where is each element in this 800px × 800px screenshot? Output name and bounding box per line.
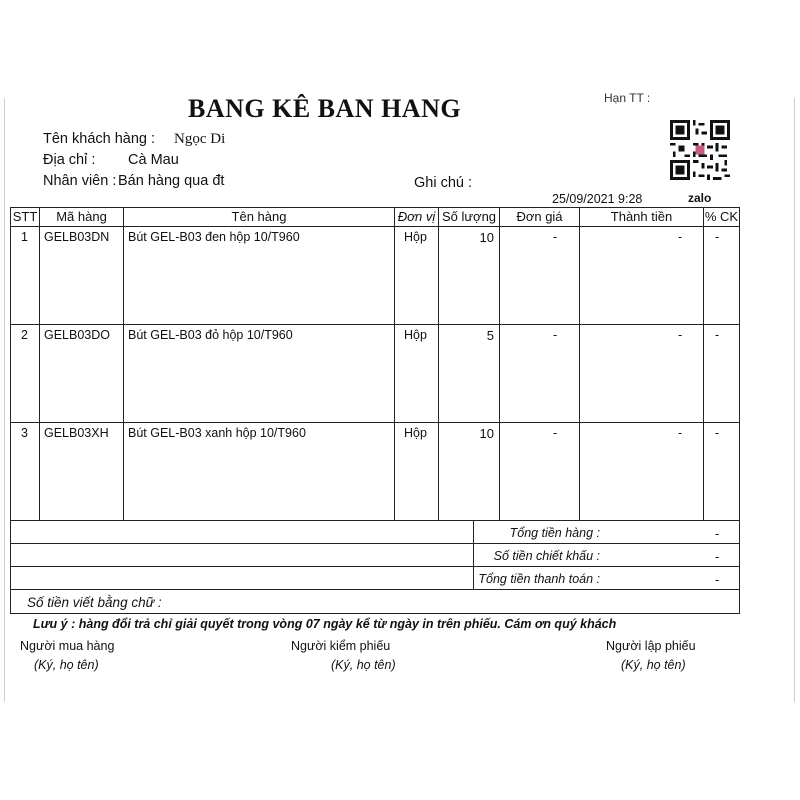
header-amount: Thành tiền [610, 209, 673, 224]
table-left-border [10, 207, 11, 613]
row-name: Bút GEL-B03 đỏ hộp 10/T960 [128, 328, 293, 342]
payment-total-value: - [715, 572, 720, 587]
header-qty: Số lượng [441, 209, 497, 224]
payment-total-label: Tổng tiền thanh toán : [478, 572, 600, 586]
row-unit: Hộp [404, 230, 427, 244]
col-divider [579, 207, 580, 520]
row-code: GELB03DO [44, 328, 111, 342]
col-divider [438, 207, 439, 520]
header-code: Mã hàng [56, 209, 107, 224]
return-policy-note: Lưu ý : hàng đổi trả chỉ giải quyết trong vòng 07 ngày kể từ ngày in trên phiếu. Cám ơn quý khách [33, 617, 617, 631]
goods-total-label: Tổng tiền hàng : [509, 526, 600, 540]
zalo-label: zalo [688, 191, 712, 205]
paper-edge-right [794, 98, 795, 702]
qr-code-icon [668, 120, 732, 180]
address-value: Cà Mau [128, 152, 179, 168]
customer-name-value: Ngọc Di [174, 131, 226, 147]
staff-value: Bán hàng qua đt [118, 173, 225, 189]
header-stt: STT [12, 209, 38, 224]
row-name: Bút GEL-B03 đen hộp 10/T960 [128, 230, 300, 244]
items-bottom [10, 520, 740, 521]
creator-signature-label: Người lập phiếu [606, 639, 696, 653]
row-unit: Hộp [404, 328, 427, 342]
row-code: GELB03DN [44, 230, 110, 244]
amount-in-words-label: Số tiền viết bằng chữ : [27, 595, 162, 610]
row-price: - [553, 230, 558, 244]
discount-total-value: - [715, 549, 720, 564]
row-qty: 10 [479, 426, 494, 441]
row-discount: - [715, 328, 720, 342]
row-discount: - [715, 230, 720, 244]
row-amount: - [678, 230, 683, 244]
checker-signature-label: Người kiểm phiếu [291, 639, 391, 653]
row-stt: 1 [21, 230, 28, 244]
discount-total-label: Số tiền chiết khấu : [493, 549, 600, 563]
row-qty: 5 [486, 328, 494, 343]
col-divider [39, 207, 40, 520]
payment-due-label: Hạn TT : [604, 91, 651, 105]
note-label: Ghi chú : [414, 175, 473, 191]
customer-name-label: Tên khách hàng : [43, 131, 156, 147]
table-top-border [10, 207, 740, 208]
col-divider [123, 207, 124, 520]
col-divider [703, 207, 704, 520]
goods-total-value: - [715, 526, 720, 541]
buyer-sign-hint: (Ký, họ tên) [34, 658, 99, 672]
paper-edge-left [4, 98, 5, 702]
table-header-bottom [10, 226, 740, 227]
document-title: BANG KÊ BAN HANG [188, 94, 462, 123]
total-divider [10, 589, 740, 590]
header-price: Đơn giá [516, 209, 563, 224]
row-stt: 2 [21, 328, 28, 342]
creator-sign-hint: (Ký, họ tên) [621, 658, 686, 672]
header-name: Tên hàng [231, 209, 287, 224]
row-code: GELB03XH [44, 426, 109, 440]
address-label: Địa chỉ : [43, 152, 96, 168]
row-amount: - [678, 426, 683, 440]
row-price: - [553, 328, 558, 342]
row-discount: - [715, 426, 720, 440]
row-qty: 10 [479, 230, 494, 245]
row-divider [10, 324, 740, 325]
col-divider [394, 207, 395, 520]
table-right-border [739, 207, 740, 613]
buyer-signature-label: Người mua hàng [20, 639, 115, 653]
row-name: Bút GEL-B03 xanh hộp 10/T960 [128, 426, 306, 440]
row-price: - [553, 426, 558, 440]
row-divider [10, 422, 740, 423]
header-discount: % CK [704, 209, 739, 224]
row-unit: Hộp [404, 426, 427, 440]
col-divider [499, 207, 500, 520]
row-stt: 3 [21, 426, 28, 440]
total-divider [10, 543, 740, 544]
checker-sign-hint: (Ký, họ tên) [331, 658, 396, 672]
staff-label: Nhân viên : [43, 173, 117, 189]
row-amount: - [678, 328, 683, 342]
header-unit: Đơn vị [397, 209, 436, 224]
table-bottom-border [10, 613, 740, 614]
total-divider [10, 566, 740, 567]
print-date: 25/09/2021 9:28 [552, 192, 643, 206]
